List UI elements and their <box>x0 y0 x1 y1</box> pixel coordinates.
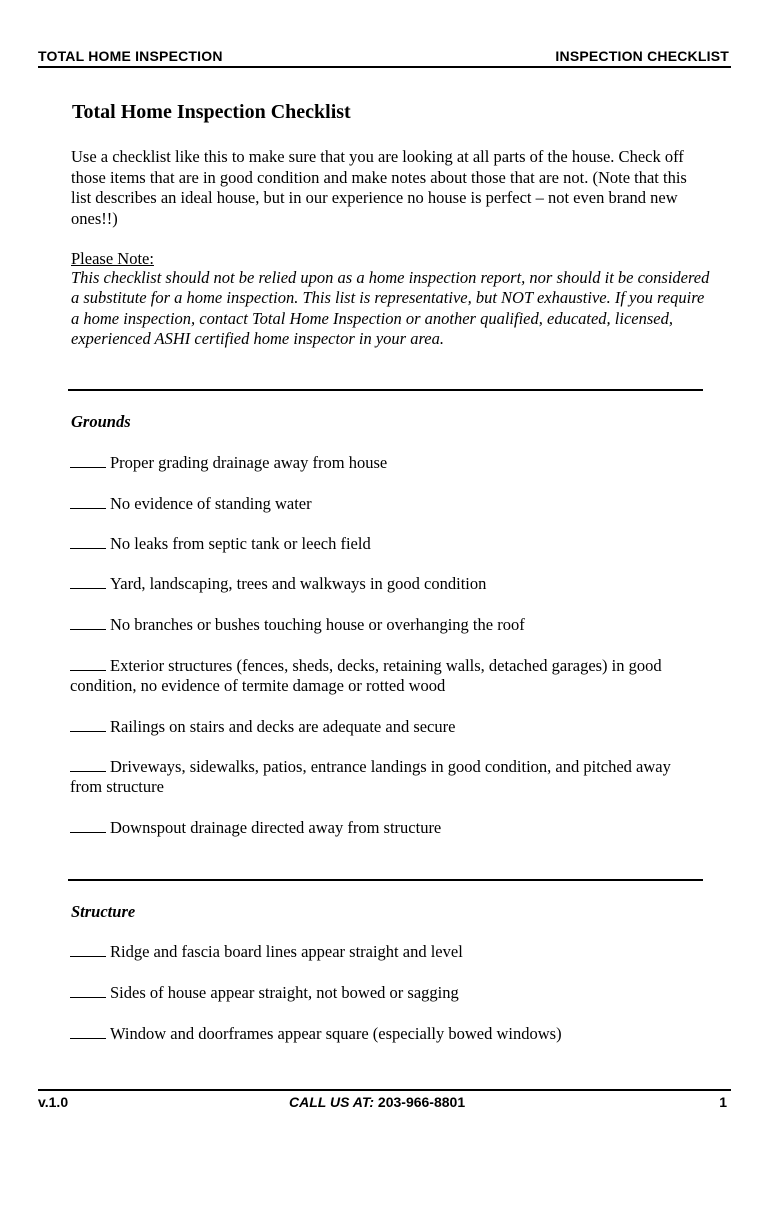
page-footer <box>38 1089 731 1111</box>
note-heading: Please Note: <box>71 249 154 268</box>
item-text: No evidence of standing water <box>110 494 312 513</box>
section-title-structure: Structure <box>71 902 136 921</box>
check-blank[interactable] <box>70 494 106 509</box>
footer-contact <box>289 1094 465 1110</box>
checklist-item <box>70 1024 700 1044</box>
check-blank[interactable] <box>70 717 106 732</box>
check-blank[interactable] <box>70 534 106 549</box>
section-divider <box>68 879 703 881</box>
item-text: Exterior structures (fences, sheds, decks, retaining walls, detached garages) in good condition, no evidence of termite damage or rotted wood <box>70 656 662 696</box>
item-text: Yard, landscaping, trees and walkways in good condition <box>110 574 487 593</box>
item-text: Sides of house appear straight, not bowed or sagging <box>110 983 459 1002</box>
header-doc-type: INSPECTION CHECKLIST <box>555 48 729 64</box>
check-blank[interactable] <box>70 757 106 772</box>
item-text: Driveways, sidewalks, patios, entrance landings in good condition, and pitched away from structure <box>70 757 671 797</box>
check-blank[interactable] <box>70 818 106 833</box>
note-text: This checklist should not be relied upon as a home inspection report, nor should it be considered a substitute for a home inspection. This list is representative, but NOT exhaustive. If you require a home inspection, contact Total Home Inspection or another qualified, educated, licensed, experienced ASHI certified home inspector in your area. <box>71 268 710 348</box>
checklist-item <box>70 942 700 962</box>
checklist-item <box>70 494 700 514</box>
intro-paragraph: Use a checklist like this to make sure that you are looking at all parts of the house. Check off those items that are in good condition and make notes about those that are not. (Note that this list describes an ideal house, but in our experience no house is perfect – not even brand new ones!!) <box>71 147 687 228</box>
checklist-item <box>70 818 700 838</box>
checklist-item <box>70 534 700 554</box>
checklist-item <box>70 656 700 697</box>
page-title: Total Home Inspection Checklist <box>72 101 351 123</box>
header-company: TOTAL HOME INSPECTION <box>38 48 223 64</box>
item-text: Ridge and fascia board lines appear straight and level <box>110 942 463 961</box>
check-blank[interactable] <box>70 574 106 589</box>
checklist-item <box>70 717 700 737</box>
check-blank[interactable] <box>70 983 106 998</box>
check-blank[interactable] <box>70 656 106 671</box>
checklist-item <box>70 757 700 798</box>
section-title-grounds: Grounds <box>71 412 131 431</box>
item-text: No leaks from septic tank or leech field <box>110 534 371 553</box>
check-blank[interactable] <box>70 942 106 957</box>
checklist-item <box>70 615 700 635</box>
item-text: Window and doorframes appear square (especially bowed windows) <box>110 1024 562 1043</box>
check-blank[interactable] <box>70 1024 106 1039</box>
page-header <box>38 48 731 68</box>
checklist-item <box>70 453 700 473</box>
item-text: No branches or bushes touching house or overhanging the roof <box>110 615 525 634</box>
item-text: Downspout drainage directed away from structure <box>110 818 442 837</box>
footer-call-label: CALL US AT: <box>289 1094 375 1110</box>
check-blank[interactable] <box>70 615 106 630</box>
footer-version: v.1.0 <box>38 1094 69 1110</box>
checklist-item <box>70 983 700 1003</box>
section-divider <box>68 389 703 391</box>
item-text: Proper grading drainage away from house <box>110 453 388 472</box>
footer-phone: 203-966-8801 <box>377 1094 466 1110</box>
check-blank[interactable] <box>70 453 106 468</box>
footer-page-number: 1 <box>719 1094 727 1110</box>
item-text: Railings on stairs and decks are adequate and secure <box>110 717 456 736</box>
checklist-item <box>70 574 700 594</box>
